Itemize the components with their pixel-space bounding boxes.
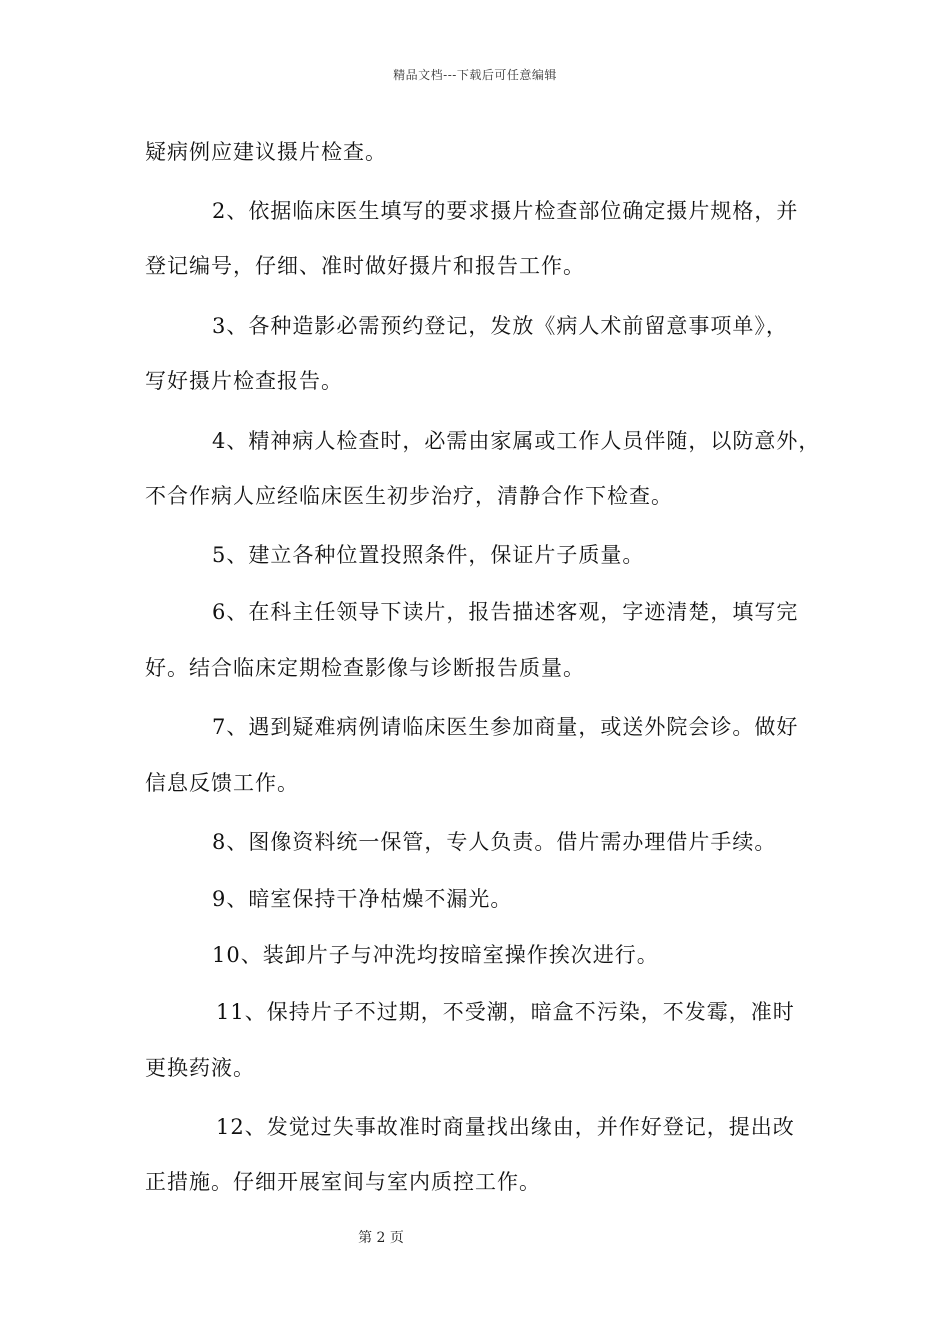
paragraph-line: 4、精神病人检查时，必需由家属或工作人员伴随，以防意外， xyxy=(212,429,821,453)
paragraph-line: 信息反馈工作。 xyxy=(145,771,299,795)
paragraph-line: 5、建立各种位置投照条件，保证片子质量。 xyxy=(212,543,645,567)
paragraph-line: 9、暗室保持干净枯燥不漏光。 xyxy=(212,887,513,911)
paragraph-line: 登记编号，仔细、准时做好摄片和报告工作。 xyxy=(145,254,585,278)
paragraph-line: 10、装卸片子与冲洗均按暗室操作挨次进行。 xyxy=(212,943,659,967)
page-header: 精品文档---下载后可任意编辑 xyxy=(393,68,557,82)
paragraph-line: 2、依据临床医生填写的要求摄片检查部位确定摄片规格，并 xyxy=(212,199,799,223)
paragraph-line: 写好摄片检查报告。 xyxy=(145,369,343,393)
paragraph-line: 12、发觉过失事故准时商量找出缘由，并作好登记，提出改 xyxy=(216,1115,795,1139)
paragraph-line: 疑病例应建议摄片检查。 xyxy=(145,140,387,164)
paragraph-line: 8、图像资料统一保管，专人负责。借片需办理借片手续。 xyxy=(212,830,777,854)
paragraph-line: 更换药液。 xyxy=(145,1056,255,1080)
paragraph-line: 11、保持片子不过期，不受潮，暗盒不污染，不发霉，准时 xyxy=(216,1000,795,1024)
paragraph-line: 6、在科主任领导下读片，报告描述客观，字迹清楚，填写完 xyxy=(212,600,799,624)
page-number: 第 2 页 xyxy=(358,1230,404,1246)
paragraph-line: 3、各种造影必需预约登记，发放《病人术前留意事项单》， xyxy=(212,314,788,338)
paragraph-line: 7、遇到疑难病例请临床医生参加商量，或送外院会诊。做好 xyxy=(212,715,799,739)
paragraph-line: 好。结合临床定期检查影像与诊断报告质量。 xyxy=(145,656,585,680)
paragraph-line: 不合作病人应经临床医生初步治疗，清静合作下检查。 xyxy=(145,484,673,508)
paragraph-line: 正措施。仔细开展室间与室内质控工作。 xyxy=(145,1170,541,1194)
